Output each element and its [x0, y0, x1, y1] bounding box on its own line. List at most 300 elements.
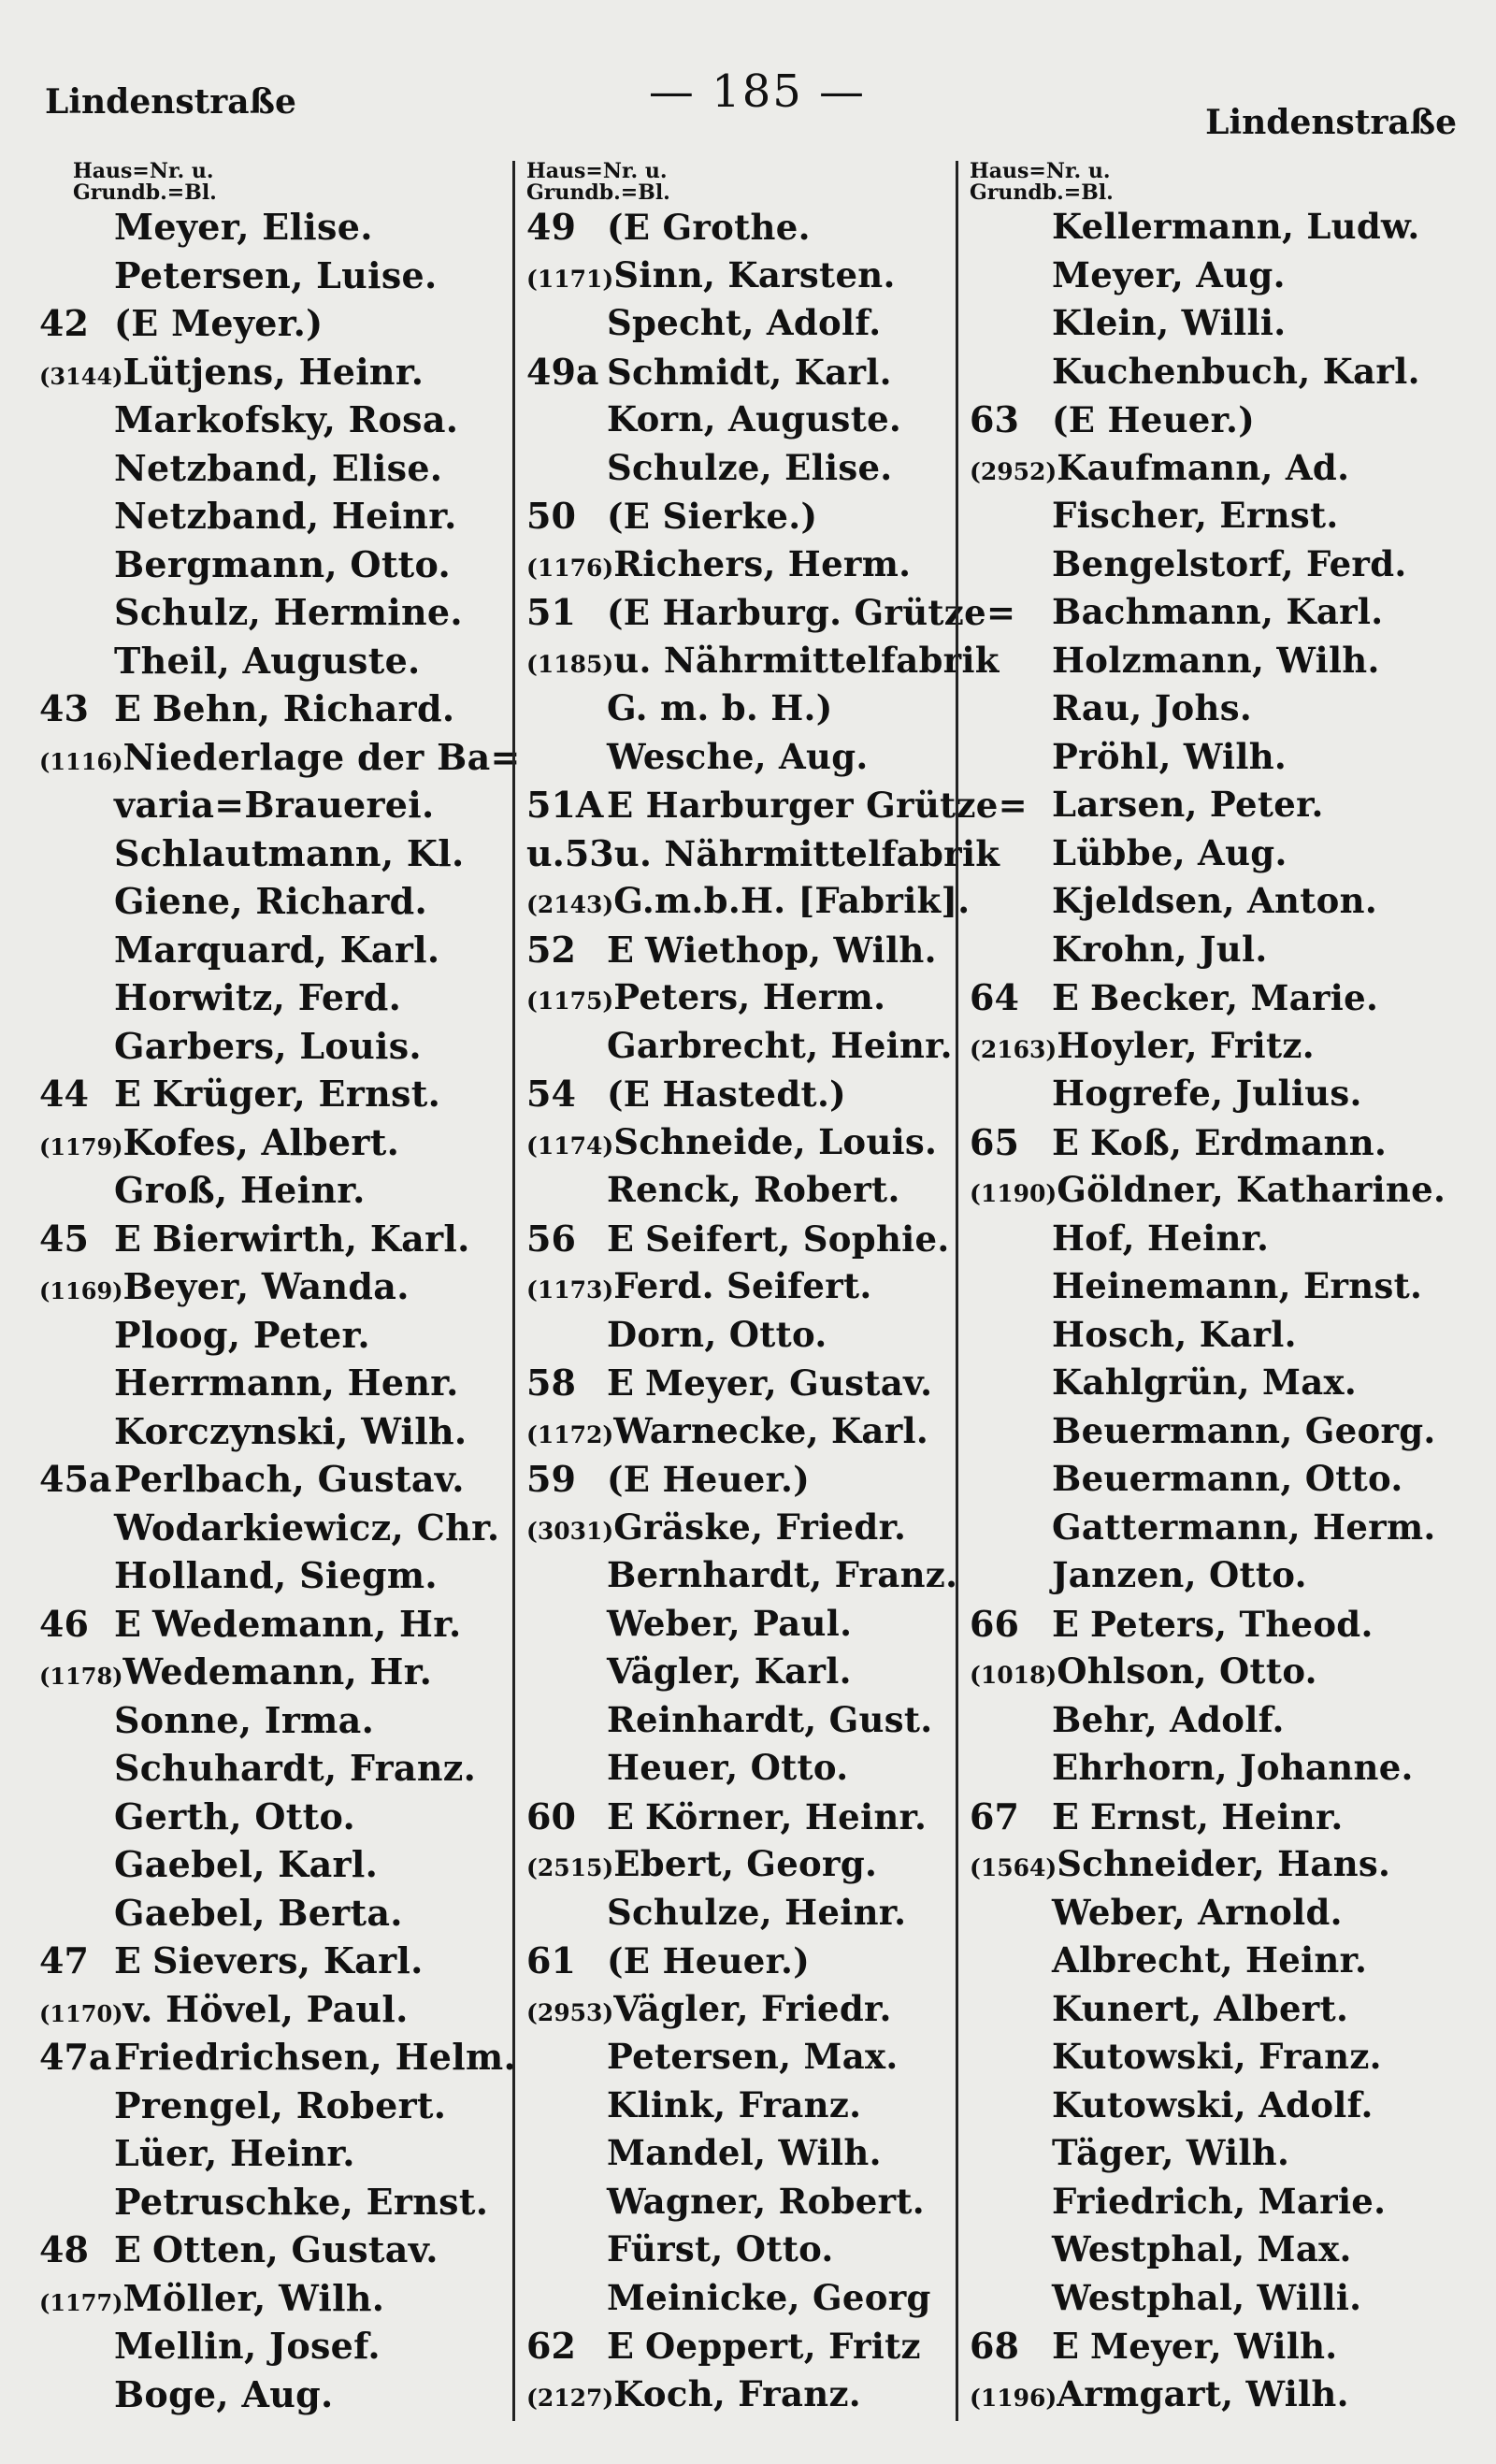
house-number: 49 [526, 206, 576, 248]
resident-name: Dorn, Otto. [607, 1313, 827, 1355]
resident-name: Boge, Aug. [114, 2372, 334, 2415]
land-register-number: (1175) [526, 987, 614, 1015]
page-number: — 185 — [648, 65, 867, 118]
resident-name: Petruschke, Ernst. [114, 2180, 489, 2223]
directory-entry [39, 1073, 497, 1121]
house-number: 68 [970, 2325, 1019, 2367]
directory-entry [39, 1603, 497, 1651]
directory-entry [958, 976, 1471, 1025]
directory-entry [958, 1362, 1471, 1410]
directory-entry [958, 2084, 1471, 2133]
owner-flag: E [607, 2325, 634, 2367]
directory-entry [958, 398, 1471, 447]
directory-entry [39, 2325, 497, 2373]
land-register-number: (1176) [526, 554, 614, 582]
resident-name: Marquard, Karl. [114, 928, 440, 971]
land-register-number: (1177) [39, 2288, 123, 2316]
directory-entry [515, 1169, 958, 1218]
land-register-number: (1196) [970, 2384, 1057, 2412]
house-number: 64 [970, 976, 1019, 1018]
directory-entry [958, 1265, 1471, 1314]
resident-name: (E Heuer.) [607, 1940, 811, 1981]
resident-name: Beyer, Wanda. [122, 1265, 410, 1307]
house-number: 46 [39, 1602, 89, 1645]
resident-name: Peters, Theod. [1089, 1603, 1374, 1645]
directory-entry [958, 640, 1471, 688]
resident-name: Niederlage der Ba= [122, 735, 521, 778]
directory-entry [39, 1747, 497, 1795]
directory-entry [515, 1314, 958, 1362]
directory-entry [958, 2373, 1471, 2422]
directory-entry [39, 351, 497, 399]
owner-flag: E [114, 2228, 141, 2270]
directory-entry [958, 1458, 1471, 1506]
resident-name: Wedemann, Hr. [122, 1650, 433, 1693]
owner-flag: E [607, 928, 634, 971]
resident-name: Holzmann, Wilh. [1052, 639, 1380, 681]
owner-flag: E [114, 1602, 141, 1645]
directory-entry [39, 784, 497, 832]
house-number: 56 [526, 1217, 576, 1260]
resident-name: Beuermann, Georg. [1052, 1409, 1436, 1451]
land-register-number: (2515) [526, 1854, 614, 1881]
header-street-left: Lindenstraße [45, 82, 296, 122]
resident-name: Lütjens, Heinr. [122, 350, 424, 393]
directory-entry [515, 1650, 958, 1699]
resident-name: Markofsky, Rosa. [114, 398, 459, 440]
resident-name: Koch, Franz. [613, 2372, 861, 2414]
house-number: 45 [39, 1217, 89, 1260]
house-number: 54 [526, 1073, 576, 1115]
land-register-number: (1018) [970, 1662, 1057, 1689]
column-header: Haus=Nr. u. Grundb.=Bl. [526, 159, 670, 205]
directory-entry [39, 1988, 497, 2037]
directory-entry [39, 1218, 497, 1266]
directory-entry [39, 880, 497, 929]
directory-entry [958, 2181, 1471, 2229]
directory-entry [958, 495, 1471, 543]
resident-name: Theil, Auguste. [114, 639, 421, 682]
directory-entry [958, 1892, 1471, 1940]
resident-name: Kaufmann, Ad. [1057, 446, 1350, 488]
directory-entry [515, 831, 1000, 881]
resident-name: Göldner, Katharine. [1057, 1169, 1446, 1210]
house-number: 43 [39, 687, 89, 729]
resident-name: Netzband, Elise. [114, 446, 443, 489]
directory-entry [39, 640, 497, 688]
resident-name: Hosch, Karl. [1052, 1313, 1297, 1355]
directory-entry [515, 1362, 958, 1410]
directory-entry [515, 1073, 958, 1121]
directory-entry [39, 1506, 500, 1555]
resident-name: Weber, Arnold. [1052, 1891, 1343, 1933]
resident-name: Möller, Wilh. [122, 2276, 385, 2319]
resident-name: Weber, Paul. [607, 1602, 853, 1644]
resident-name: Westphal, Max. [1052, 2228, 1352, 2269]
land-register-number: (1564) [970, 1854, 1057, 1881]
resident-name: Meyer, Elise. [114, 206, 373, 248]
resident-name: Ebert, Georg. [613, 1843, 878, 1884]
house-number: 67 [970, 1794, 1019, 1837]
directory-entry [958, 784, 1471, 832]
resident-name: Ohlson, Otto. [1057, 1650, 1317, 1692]
directory-entry [958, 206, 1471, 254]
resident-name: (E Meyer.) [114, 302, 324, 344]
directory-entry [515, 1218, 958, 1266]
resident-name: Westphal, Willi. [1052, 2276, 1362, 2318]
resident-name: Garbrecht, Heinr. [607, 1024, 953, 1066]
resident-name: Garbers, Louis. [114, 1024, 422, 1067]
resident-name: Prengel, Robert. [114, 2083, 447, 2126]
resident-name: Wedemann, Hr. [151, 1602, 462, 1645]
resident-name: Mellin, Josef. [114, 2325, 381, 2367]
directory-entry [958, 2325, 1471, 2373]
resident-name: Groß, Heinr. [114, 1169, 366, 1211]
land-register-number: (1190) [970, 1180, 1057, 1207]
directory-entry [39, 1650, 497, 1699]
house-number: 44 [39, 1073, 89, 1115]
directory-entry [39, 1314, 497, 1362]
directory-entry [515, 1410, 958, 1459]
directory-entry [515, 976, 958, 1025]
directory-entry [958, 1795, 1471, 1844]
directory-entry [39, 1169, 497, 1218]
resident-name: Holland, Siegm. [114, 1554, 438, 1596]
directory-entry [515, 495, 958, 543]
directory-entry [515, 447, 958, 496]
directory-entry [39, 543, 497, 592]
resident-name: Meyer, Gustav. [644, 1362, 933, 1404]
directory-entry [515, 254, 958, 303]
resident-name: Renck, Robert. [607, 1169, 900, 1210]
directory-entry [39, 447, 497, 496]
resident-name: Schulze, Elise. [607, 446, 893, 488]
resident-name: Kutowski, Adolf. [1052, 2083, 1374, 2125]
directory-entry [515, 2373, 958, 2422]
directory-entry [39, 1554, 497, 1603]
directory-entry [39, 1843, 497, 1892]
directory-entry [958, 1314, 1471, 1362]
resident-name: Schneide, Louis. [613, 1120, 938, 1162]
resident-name: Wagner, Robert. [607, 2180, 925, 2222]
directory-entry [515, 1988, 958, 2037]
directory-entry [515, 1699, 958, 1748]
resident-name: (E Heuer.) [1052, 399, 1256, 440]
owner-flag: E [114, 687, 141, 729]
directory-entry [39, 735, 521, 785]
resident-name: Petersen, Max. [607, 2036, 899, 2077]
resident-name: u. Nährmittelfabrik [613, 639, 1000, 681]
resident-name: Korn, Auguste. [607, 398, 902, 439]
owner-flag: E [1052, 2325, 1079, 2367]
directory-entry [39, 2132, 497, 2181]
house-number: 47 [39, 1939, 89, 1981]
resident-name: Schulze, Heinr. [607, 1891, 907, 1933]
land-register-number: (1171) [526, 265, 614, 293]
resident-name: Janzen, Otto. [1052, 1554, 1307, 1595]
resident-name: Krohn, Jul. [1052, 928, 1268, 970]
resident-name: Larsen, Peter. [1052, 784, 1324, 825]
resident-name: Schmidt, Karl. [607, 351, 892, 393]
directory-entry [39, 1939, 497, 1988]
resident-name: Schuhardt, Franz. [114, 1747, 477, 1789]
resident-name: varia=Brauerei. [114, 784, 435, 826]
owner-flag: E [607, 1362, 634, 1404]
directory-entry [958, 1939, 1471, 1988]
land-register-number: (2127) [526, 2384, 614, 2412]
resident-name: (E Heuer.) [607, 1459, 811, 1500]
resident-name: Heuer, Otto. [607, 1747, 849, 1788]
directory-entry [39, 1795, 497, 1844]
resident-name: (E Harburg. Grütze= [607, 592, 1016, 633]
land-register-number: (2163) [970, 1035, 1057, 1063]
directory-entry [39, 2181, 497, 2229]
directory-entry [515, 351, 958, 399]
directory-entry [39, 1265, 497, 1314]
resident-name: v. Hövel, Paul. [122, 1987, 409, 2030]
directory-entry [958, 1699, 1471, 1748]
directory-entry [958, 1121, 1471, 1170]
directory-entry [958, 832, 1471, 881]
directory-entry [515, 206, 958, 254]
directory-entry [958, 302, 1471, 351]
resident-name: Meinicke, Georg [607, 2276, 931, 2318]
directory-entry [515, 1506, 958, 1555]
land-register-number: (1170) [39, 1999, 123, 2027]
resident-name: Kofes, Albert. [122, 1120, 400, 1163]
resident-name: Krüger, Ernst. [151, 1073, 441, 1115]
resident-name: Reinhardt, Gust. [607, 1698, 933, 1740]
resident-name: Wesche, Aug. [607, 735, 869, 777]
owner-flag: E [607, 1794, 634, 1837]
directory-entry [958, 687, 1471, 736]
directory-entry [958, 1603, 1471, 1651]
resident-name: Bergmann, Otto. [114, 542, 452, 585]
resident-name: Meyer, Aug. [1052, 253, 1286, 295]
house-number: 62 [526, 2325, 576, 2367]
resident-name: Gaebel, Berta. [114, 1891, 403, 1934]
resident-name: (E Grothe. [607, 207, 811, 248]
house-number: 45a [39, 1458, 112, 1500]
directory-entry [958, 2277, 1471, 2326]
land-register-number: (1179) [39, 1132, 123, 1160]
land-register-number: (2952) [970, 457, 1057, 485]
directory-entry [515, 639, 1000, 688]
house-number: 51A [526, 784, 604, 826]
directory-entry [958, 1988, 1471, 2037]
resident-name: Körner, Heinr. [644, 1795, 928, 1837]
land-register-number: (2143) [526, 891, 614, 918]
directory-entry [515, 302, 958, 351]
owner-flag: E [1052, 976, 1079, 1018]
directory-entry [39, 976, 497, 1025]
directory-entry [39, 2036, 517, 2084]
resident-name: Klein, Willi. [1052, 302, 1287, 343]
house-number: 60 [526, 1794, 576, 1837]
resident-name: Vägler, Friedr. [613, 1987, 892, 2029]
house-number: 50 [526, 495, 576, 537]
column-header: Haus=Nr. u. Grundb.=Bl. [73, 159, 217, 205]
resident-name: Behn, Richard. [151, 687, 455, 729]
resident-name: Hoyler, Fritz. [1057, 1024, 1315, 1066]
resident-name: (E Sierke.) [607, 496, 818, 537]
directory-entry [515, 543, 958, 592]
resident-name: Schlautmann, Kl. [114, 831, 465, 874]
house-number: 59 [526, 1458, 576, 1500]
owner-flag: E [1052, 1120, 1079, 1163]
directory-entry [958, 1218, 1471, 1266]
resident-name: Friedrich, Marie. [1052, 2180, 1387, 2222]
land-register-number: (1174) [526, 1131, 614, 1160]
directory-entry [515, 784, 1028, 832]
house-number: 49a [526, 350, 599, 393]
owner-flag: E [1052, 1794, 1079, 1837]
directory-entry [515, 1795, 958, 1844]
directory-entry [515, 1939, 958, 1988]
directory-entry [515, 2228, 958, 2277]
house-number: 58 [526, 1362, 576, 1404]
resident-name: Gräske, Friedr. [613, 1506, 907, 1548]
directory-entry [39, 2084, 497, 2133]
directory-entry [958, 2228, 1471, 2277]
resident-name: (E Hastedt.) [607, 1073, 846, 1115]
directory-entry [958, 1747, 1471, 1795]
column-header: Haus=Nr. u. Grundb.=Bl. [970, 159, 1114, 205]
directory-entry [515, 1458, 958, 1506]
resident-name: Kunert, Albert. [1052, 1987, 1349, 2029]
resident-name: Täger, Wilh. [1052, 2132, 1290, 2173]
directory-entry [958, 1650, 1471, 1699]
resident-name: Sonne, Irma. [114, 1698, 375, 1741]
resident-name: Kuchenbuch, Karl. [1052, 350, 1420, 392]
directory-entry [39, 1458, 497, 1506]
land-register-number: (1173) [526, 1276, 614, 1304]
column-1 [39, 159, 521, 2421]
resident-name: Warnecke, Karl. [613, 1409, 929, 1451]
resident-name: Schulz, Hermine. [114, 591, 463, 633]
directory-entry [39, 206, 497, 254]
resident-name: Ferd. Seifert. [613, 1265, 872, 1306]
directory-entry [958, 1073, 1471, 1121]
directory-entry [515, 591, 1016, 640]
directory-entry [958, 254, 1471, 303]
resident-name: Bengelstorf, Ferd. [1052, 542, 1407, 584]
resident-name: Klink, Franz. [607, 2083, 862, 2125]
resident-name: Gattermann, Herm. [1052, 1506, 1436, 1548]
column-rows [958, 206, 1471, 2421]
resident-name: Pröhl, Wilh. [1052, 735, 1287, 777]
resident-name: Petersen, Luise. [114, 253, 438, 296]
resident-name: Giene, Richard. [114, 880, 428, 922]
directory-entry [39, 929, 497, 977]
resident-name: Becker, Marie. [1089, 977, 1379, 1018]
resident-name: Peters, Herm. [613, 976, 886, 1017]
directory-entry [958, 351, 1471, 399]
directory-entry [515, 880, 971, 929]
directory-entry [515, 1121, 958, 1170]
directory-entry [515, 2132, 958, 2181]
house-number: 65 [970, 1120, 1019, 1163]
directory-entry [39, 1892, 497, 1940]
directory-entry [515, 398, 958, 447]
directory-entry [515, 2084, 958, 2133]
header-street-right: Lindenstraße [1205, 103, 1457, 142]
house-number: 63 [970, 398, 1019, 440]
directory-entry [39, 2373, 497, 2422]
directory-entry [958, 447, 1471, 496]
resident-name: Bernhardt, Franz. [607, 1554, 958, 1595]
resident-name: Oeppert, Fritz [644, 2326, 921, 2367]
directory-entry [515, 1747, 958, 1795]
resident-name: Ehrhorn, Johanne. [1052, 1747, 1414, 1788]
directory-entry [515, 1554, 958, 1603]
resident-name: Hof, Heinr. [1052, 1217, 1270, 1259]
column-rows [39, 206, 521, 2421]
house-number: 52 [526, 928, 576, 971]
resident-name: Specht, Adolf. [607, 302, 882, 343]
owner-flag: E [114, 1073, 141, 1115]
directory-entry [515, 736, 958, 785]
directory-entry [39, 254, 497, 303]
resident-name: Hogrefe, Julius. [1052, 1073, 1362, 1114]
directory-entry [515, 1843, 958, 1892]
directory-entry [958, 543, 1471, 592]
directory-entry [39, 1410, 497, 1459]
resident-name: Wiethop, Wilh. [644, 929, 937, 971]
resident-name: Otten, Gustav. [151, 2228, 439, 2270]
directory-entry [39, 495, 497, 543]
land-register-number: (1185) [526, 650, 614, 678]
directory-entry [958, 1169, 1471, 1218]
directory-entry [39, 1025, 497, 1073]
house-number: 47a [39, 2036, 112, 2078]
house-number: 48 [39, 2228, 89, 2270]
house-number: 61 [526, 1939, 576, 1981]
resident-name: Kjeldsen, Anton. [1052, 880, 1378, 921]
house-number: 42 [39, 302, 89, 344]
resident-name: Kutowski, Franz. [1052, 2036, 1382, 2077]
directory-entry [958, 591, 1471, 640]
column-3 [956, 161, 1471, 2421]
resident-name: Gerth, Otto. [114, 1794, 356, 1837]
directory-entry [958, 1506, 1471, 1555]
directory-entry [515, 2181, 958, 2229]
directory-entry [515, 2325, 958, 2373]
land-register-number: (3031) [526, 1517, 614, 1545]
resident-name: Mandel, Wilh. [607, 2132, 882, 2173]
directory-entry [39, 398, 497, 447]
house-number: u.53 [526, 831, 614, 874]
directory-entry [39, 2277, 497, 2326]
land-register-number: (3144) [39, 362, 123, 390]
resident-name: Koß, Erdmann. [1089, 1121, 1388, 1163]
house-number: 51 [526, 591, 576, 633]
resident-name: Sinn, Karsten. [613, 253, 896, 295]
resident-name: Lübbe, Aug. [1052, 831, 1287, 873]
resident-name: G. m. b. H.) [607, 687, 833, 728]
directory-entry [958, 2132, 1471, 2181]
resident-name: Meyer, Wilh. [1089, 2326, 1338, 2367]
owner-flag: E [607, 1217, 634, 1260]
directory-entry [958, 1554, 1471, 1603]
directory-entry [515, 1265, 958, 1314]
resident-name: Fischer, Ernst. [1052, 495, 1339, 536]
land-register-number: (1116) [39, 747, 123, 775]
resident-name: u. Nährmittelfabrik [613, 832, 1000, 874]
resident-name: Behr, Adolf. [1052, 1698, 1285, 1740]
resident-name: Heinemann, Ernst. [1052, 1265, 1423, 1306]
directory-entry [39, 687, 497, 736]
